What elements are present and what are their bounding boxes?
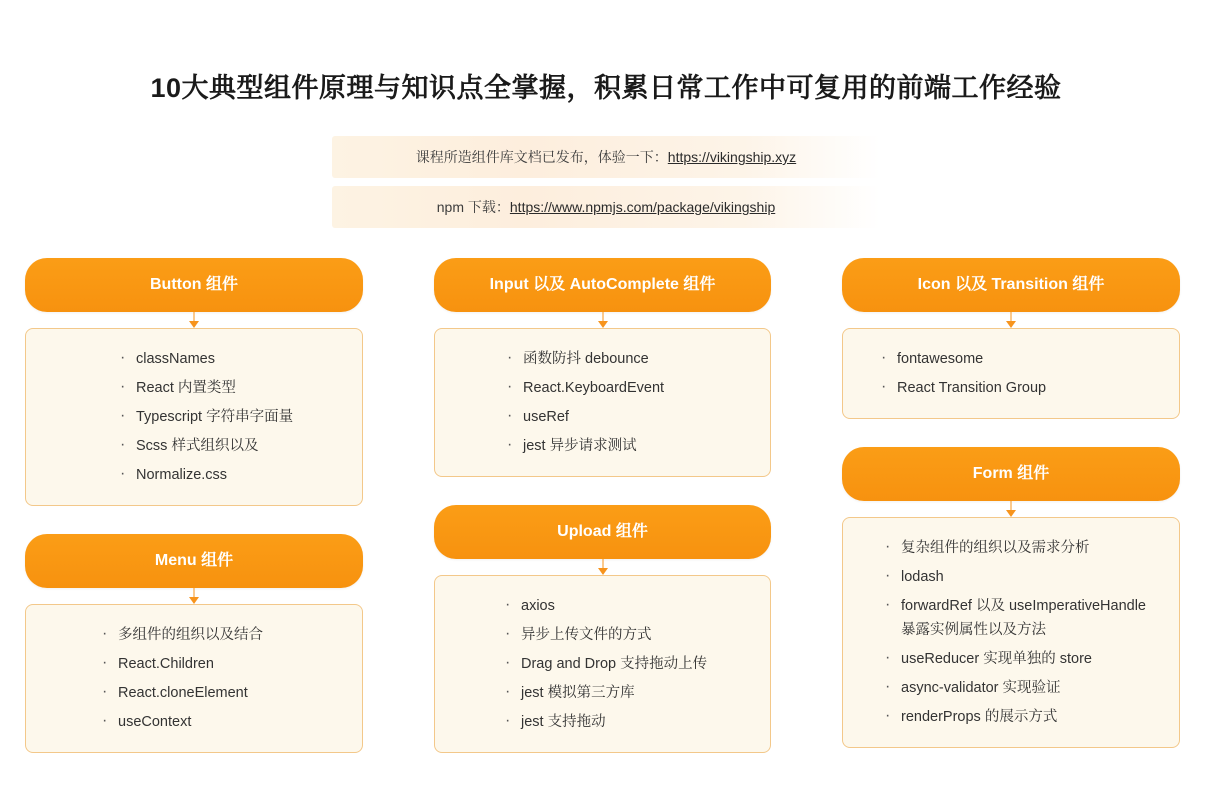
list-item: · Typescript 字符串字面量 xyxy=(114,405,346,429)
list-item: · useContext xyxy=(96,710,346,734)
group-body-icon xyxy=(842,328,1180,419)
group-body-upload xyxy=(434,575,771,753)
list-item: · React.Children xyxy=(96,652,346,676)
list-item: · Drag and Drop 支持拖动上传 xyxy=(499,652,754,676)
list-item: · jest 异步请求测试 xyxy=(501,434,754,458)
list-item: · Scss 样式组织以及 xyxy=(114,434,346,458)
group-body-form xyxy=(842,517,1180,748)
list-item: · classNames xyxy=(114,347,346,371)
group-header-input[interactable]: Input 以及 AutoComplete 组件 xyxy=(434,258,771,312)
list-item: · 复杂组件的组织以及需求分析 xyxy=(879,536,1163,560)
list-item: · async-validator 实现验证 xyxy=(879,676,1163,700)
group-body-input xyxy=(434,328,771,477)
column-2 xyxy=(434,258,771,753)
group-header-button[interactable]: Button 组件 xyxy=(25,258,363,312)
list-item: · 函数防抖 debounce xyxy=(501,347,754,371)
connector-arrow-icon xyxy=(25,588,363,604)
connector-arrow-icon xyxy=(842,312,1180,328)
list-item: · Normalize.css xyxy=(114,463,346,487)
column-1 xyxy=(25,258,363,753)
list-item: · jest 支持拖动 xyxy=(499,710,754,734)
group-header-icon[interactable]: Icon 以及 Transition 组件 xyxy=(842,258,1180,312)
connector-arrow-icon xyxy=(842,501,1180,517)
list-item: · useRef xyxy=(501,405,754,429)
list-input xyxy=(501,347,754,458)
list-form xyxy=(879,536,1163,729)
list-item: · renderProps 的展示方式 xyxy=(879,705,1163,729)
list-item: · 异步上传文件的方式 xyxy=(499,623,754,647)
list-icon xyxy=(875,347,1163,400)
spacer xyxy=(25,506,363,534)
list-item: · React Transition Group xyxy=(875,376,1163,400)
column-3 xyxy=(842,258,1180,748)
list-item: · React 内置类型 xyxy=(114,376,346,400)
group-header-form[interactable]: Form 组件 xyxy=(842,447,1180,501)
banner-docs-link[interactable]: https://vikingship.xyz xyxy=(667,149,797,165)
group-header-upload[interactable]: Upload 组件 xyxy=(434,505,771,559)
group-body-button xyxy=(25,328,363,506)
list-item: · useReducer 实现单独的 store xyxy=(879,647,1163,671)
list-item: · jest 模拟第三方库 xyxy=(499,681,754,705)
spacer xyxy=(842,419,1180,447)
list-item: · React.cloneElement xyxy=(96,681,346,705)
group-body-menu xyxy=(25,604,363,753)
list-button xyxy=(114,347,346,487)
list-item: · 多组件的组织以及结合 xyxy=(96,623,346,647)
list-item: · forwardRef 以及 useImperativeHandle 暴露实例属性以及方法 xyxy=(879,594,1163,642)
page-title: 10大典型组件原理与知识点全掌握，积累日常工作中可复用的前端工作经验 xyxy=(150,73,1062,103)
banner-npm-link[interactable]: https://www.npmjs.com/package/vikingship xyxy=(509,199,776,215)
banner-npm-text: npm 下载： xyxy=(436,199,510,215)
connector-arrow-icon xyxy=(434,559,771,575)
connector-arrow-icon xyxy=(25,312,363,328)
list-item: · axios xyxy=(499,594,754,618)
banner-npm xyxy=(332,186,880,228)
spacer xyxy=(434,477,771,505)
banner-docs xyxy=(332,136,880,178)
list-item: · lodash xyxy=(879,565,1163,589)
list-item: · React.KeyboardEvent xyxy=(501,376,754,400)
group-header-menu[interactable]: Menu 组件 xyxy=(25,534,363,588)
connector-arrow-icon xyxy=(434,312,771,328)
list-menu xyxy=(96,623,346,734)
list-upload xyxy=(499,594,754,734)
list-item: · fontawesome xyxy=(875,347,1163,371)
banner-docs-text: 课程所造组件库文档已发布，体验一下： xyxy=(415,149,668,165)
